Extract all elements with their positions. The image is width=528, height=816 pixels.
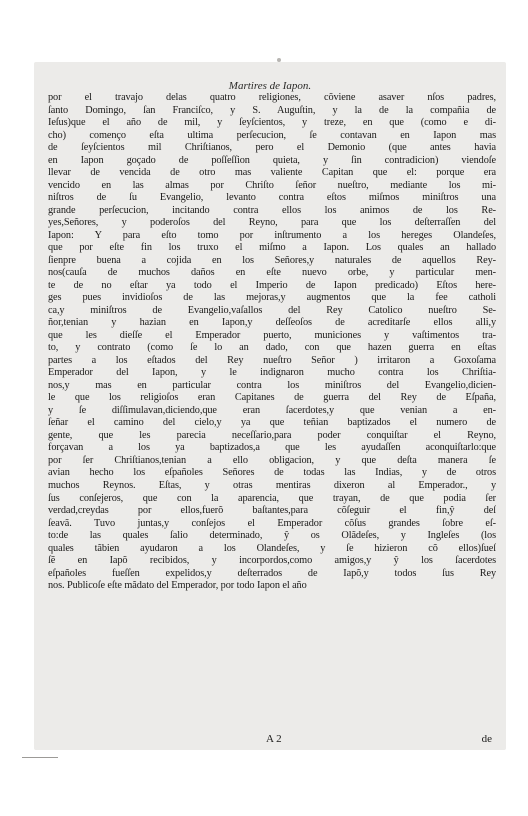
text-line: y ſe diſſimulavan,diciendo,que eran ſacerdotes,y que venian a en-	[48, 404, 496, 416]
text-line: ſienpre buena a cojida en los Señores,y naturales de aquellos Rey-	[48, 254, 496, 266]
text-line: nos(cauſa de muchos daños en eſte nuevo orbe, y particular men-	[48, 267, 496, 279]
text-line: yes,Señores, y poderoſos del Reyno, para que los deſterraſſen del	[48, 217, 496, 229]
text-line: ñor,tenian y hazian en Iapon,y deſſeoſos de acreditarſe ellos alli,y	[48, 317, 496, 329]
text-line: te de no eſtar ya todo el Imperio de Iapon predicado) Eſtos here-	[48, 279, 496, 291]
text-line: que por eſte fin los truxo el miſmo a Iapon. Los quales an hallado	[48, 242, 496, 254]
text-line: to, y contrato (como ſe lo an dado, con que hazen guerra en eſtas	[48, 342, 496, 354]
text-line: ca,y miniſtros de Evangelio,vaſallos del Rey Catolico nueſtro Se-	[48, 304, 496, 316]
text-line: ſeñar el camino del cielo,y ya que teñian baptizados el numero de	[48, 417, 496, 429]
text-line: eſpañoles fueſſen expelidos,y deſterrados de Iapõ,y todos ſus Rey	[48, 567, 496, 579]
text-line: gente, que les parecia neceſſario,para poder conquiſtar el Reyno,	[48, 429, 496, 441]
text-line: por ſer Chriſtianos,tenian a ello obligacion, y que deſta manera ſe	[48, 454, 496, 466]
text-line: cho) començo eſta ultima perſecucion, ſe contavan en Iapon mas	[48, 129, 496, 141]
text-line: nos,y mas en particular contra los miniſtros del Evangelio,dicien-	[48, 379, 496, 391]
body-text	[48, 92, 496, 593]
text-line: ges pues invidioſos de las mejoras,y augmentos que la fee catholi	[48, 292, 496, 304]
text-line: ſẽ en Iapõ recibidos, y incorpordos,como amigos,y ŷ los ſacerdotes	[48, 555, 496, 567]
catchword: de	[481, 733, 492, 745]
text-line: nos. Publicoſe eſte mãdato del Emperador, por todo Iapon el año	[48, 580, 307, 592]
text-line: en Iapon goçado de poſſeſſion quieta, y ſin contradicion) viendoſe	[48, 154, 496, 166]
edge-mark	[22, 757, 58, 758]
text-line: Ieſus)que el año de mil, y ſeyſcientos, y treze, en que (como e di-	[48, 117, 496, 129]
running-head: Martires de Iapon.	[228, 80, 312, 92]
text-line: avian hecho los eſpañoles Señores de todas las Indias, y de otros	[48, 467, 496, 479]
page-blemish	[277, 58, 281, 62]
text-line: llevar de vencida de otro mas valiente Capitan que el: porque era	[48, 167, 496, 179]
text-line: ſus conſejeros, que con la aparencia, que trayan, de que podia ſer	[48, 492, 496, 504]
text-line: partes a los eſtados del Rey nueſtro Señor ) irritaron a Goxoſama	[48, 354, 496, 366]
text-line: niſtros de ſu Evangelio, levanto contra eſtos miſmos miniſtros una	[48, 192, 496, 204]
text-line: quales tãbien ayudaron a los Olandeſes, y ſe hizieron cõ ellos)ſueſ	[48, 542, 496, 554]
text-line: verdad,creydas por ellos,fuerõ baſtantes,para cõſeguir el fin,ŷ deſ	[48, 505, 496, 517]
text-line: le que los religioſos eran Capitanes de guerra del Rey de Eſpaña,	[48, 392, 496, 404]
text-line: muchos Reynos. Eſtas, y otras mentiras dixeron al Emperador., y	[48, 479, 496, 491]
text-line: que les dieſſe el Emperador puerto, municiones y vaſtimentos tra-	[48, 329, 496, 341]
signature-mark: A 2	[266, 733, 282, 745]
text-line: forçavan a los ya baptizados,a que les ayudaſſen aconquiſtarlo:que	[48, 442, 496, 454]
text-line: grande perſecucion, incitando contra ellos los animos de los Re-	[48, 204, 496, 216]
text-line: Iapon: Y para eſto tomo por inſtrumento a los hereges Olandeſes,	[48, 229, 496, 241]
text-line: de ſeyſcientos mil Chriſtianos, pero el Demonio (que antes havia	[48, 142, 496, 154]
text-line: ſeavã. Tuvo juntas,y conſejos el Emperador cõſus grandes ſobre eſ-	[48, 517, 496, 529]
text-line: to:de las quales ſalio determinado, ŷ os Olãdeſes, y Ingleſes (los	[48, 530, 496, 542]
text-line: por el travajo delas quatro religiones, cõviene asaver nſos padres,	[48, 92, 496, 103]
text-line: Emperador del Iapon, y le indignaron mucho contra los Chriſtia-	[48, 367, 496, 379]
text-line: vencido en las almas por Chriſto ſeñor nueſtro, mediante los mi-	[48, 179, 496, 191]
text-line: ſanto Domingo, ſan Franciſco, y S. Auguſtin, y la de la compañia de	[48, 104, 496, 116]
